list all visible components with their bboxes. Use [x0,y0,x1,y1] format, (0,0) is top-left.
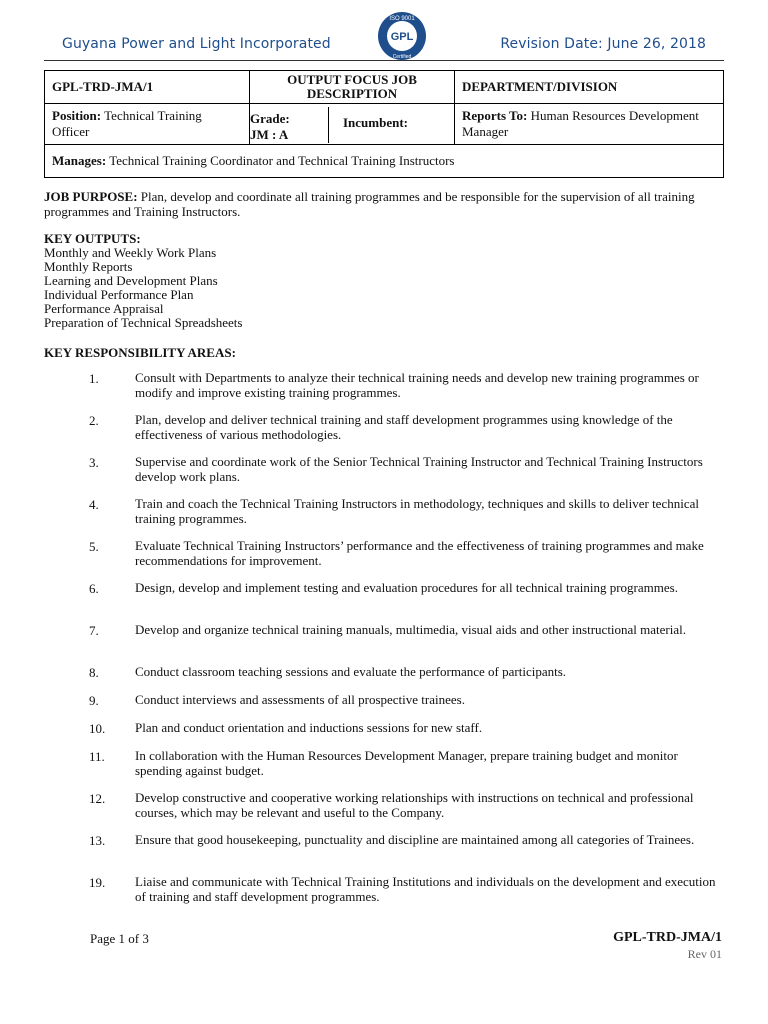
item-number: 1. [89,371,99,386]
reports-to-value: Human Resources Development Manager [462,108,699,139]
doc-title-cell: OUTPUT FOCUS JOB DESCRIPTION [250,71,455,104]
item-number: 10. [89,721,106,736]
key-output-item: Monthly Reports [44,259,133,274]
manages-cell [45,145,724,178]
item-text: Liaise and communicate with Technical Training Institutions and individuals on the development and execution of training and staff development programmes. [135,874,716,904]
item-text: In collaboration with the Human Resources Development Manager, prepare training budget and monitor spending against budget. [135,748,678,778]
item-number: 8. [89,665,99,680]
item-number: 4. [89,497,99,512]
grade-block [243,107,329,143]
item-number: 3. [89,455,99,470]
item-text: Plan and conduct orientation and inductions sessions for new staff. [135,720,483,735]
item-number: 19. [89,875,106,890]
item-text: Consult with Departments to analyze their technical training needs and develop new training programmes or modify and improve existing training programmes. [135,370,699,400]
item-text: Develop and organize technical training manuals, multimedia, visual aids and other instructional material. [135,622,687,637]
key-output-item: Individual Performance Plan [44,287,194,302]
item-text: Plan, develop and deliver technical training and staff development programmes using knowledge of the effectiveness of various methodologies. [135,412,673,442]
item-text: Train and coach the Technical Training Instructors in methodology, techniques and skills to deliver technical training programmes. [135,496,699,526]
key-outputs-list [44,245,724,329]
reports-to-cell [455,104,724,145]
key-outputs-heading: KEY OUTPUTS: [44,231,141,246]
revision-date: Revision Date: June 26, 2018 [500,36,706,52]
key-output-item: Performance Appraisal [44,301,164,316]
item-text: Ensure that good housekeeping, punctuality and discipline are maintained among all categories of Trainees. [135,832,695,847]
item-number: 7. [89,623,99,638]
footer-doc-code: GPL-TRD-JMA/1 [613,930,722,945]
company-name: Guyana Power and Light Incorporated [62,36,331,52]
grade-label: Grade: [250,111,290,126]
job-purpose-label: JOB PURPOSE: [44,189,138,204]
key-output-item: Learning and Development Plans [44,273,218,288]
grade-value: JM : A [250,127,289,142]
logo-top-text: ISO 9001 [389,16,415,22]
item-number: 6. [89,581,99,596]
key-responsibilities-heading: KEY RESPONSIBILITY AREAS: [44,345,236,360]
item-number: 5. [89,539,99,554]
logo-center-text: GPL [390,31,414,43]
position-value: Technical Training Officer [52,108,202,139]
item-number: 11. [89,749,105,764]
item-text: Supervise and coordinate work of the Senior Technical Training Instructor and Technical Training Instructors develop work plans. [135,454,703,484]
item-number: 13. [89,833,106,848]
job-purpose [44,189,724,219]
item-number: 2. [89,413,99,428]
job-purpose-text: Plan, develop and coordinate all training programmes and be responsible for the supervision of all training programmes and Training Instructors. [44,189,695,219]
item-text: Develop constructive and cooperative working relationships with instructions on technical and professional courses, which may be relevant and useful to the Company. [135,790,694,820]
logo-bottom-text: Certified [392,54,412,60]
manages-label: Manages: [52,153,107,168]
doc-code-cell: GPL-TRD-JMA/1 [45,71,250,104]
position-label: Position: [52,108,102,123]
item-number: 12. [89,791,106,806]
department-cell: DEPARTMENT/DIVISION [455,71,724,104]
item-number: 9. [89,693,99,708]
incumbent-label: Incumbent: [343,115,409,130]
page-number: Page 1 of 3 [90,931,149,946]
grade-incumbent-cell [250,104,455,145]
footer-revision: Rev 01 [687,947,722,961]
position-cell [45,104,250,145]
item-text: Conduct interviews and assessments of all prospective trainees. [135,692,465,707]
gpl-logo [374,10,430,62]
item-text: Conduct classroom teaching sessions and evaluate the performance of participants. [135,664,567,679]
item-text: Evaluate Technical Training Instructors’ performance and the effectiveness of training programmes and make recommendations for improvement. [135,538,704,568]
job-info-table [44,70,724,178]
manages-value: Technical Training Coordinator and Technical Training Instructors [109,153,455,168]
item-text: Design, develop and implement testing and evaluation procedures for all technical training programmes. [135,580,678,595]
key-output-item: Preparation of Technical Spreadsheets [44,315,243,330]
reports-to-label: Reports To: [462,108,528,123]
key-output-item: Monthly and Weekly Work Plans [44,245,217,260]
header-divider [44,60,724,61]
